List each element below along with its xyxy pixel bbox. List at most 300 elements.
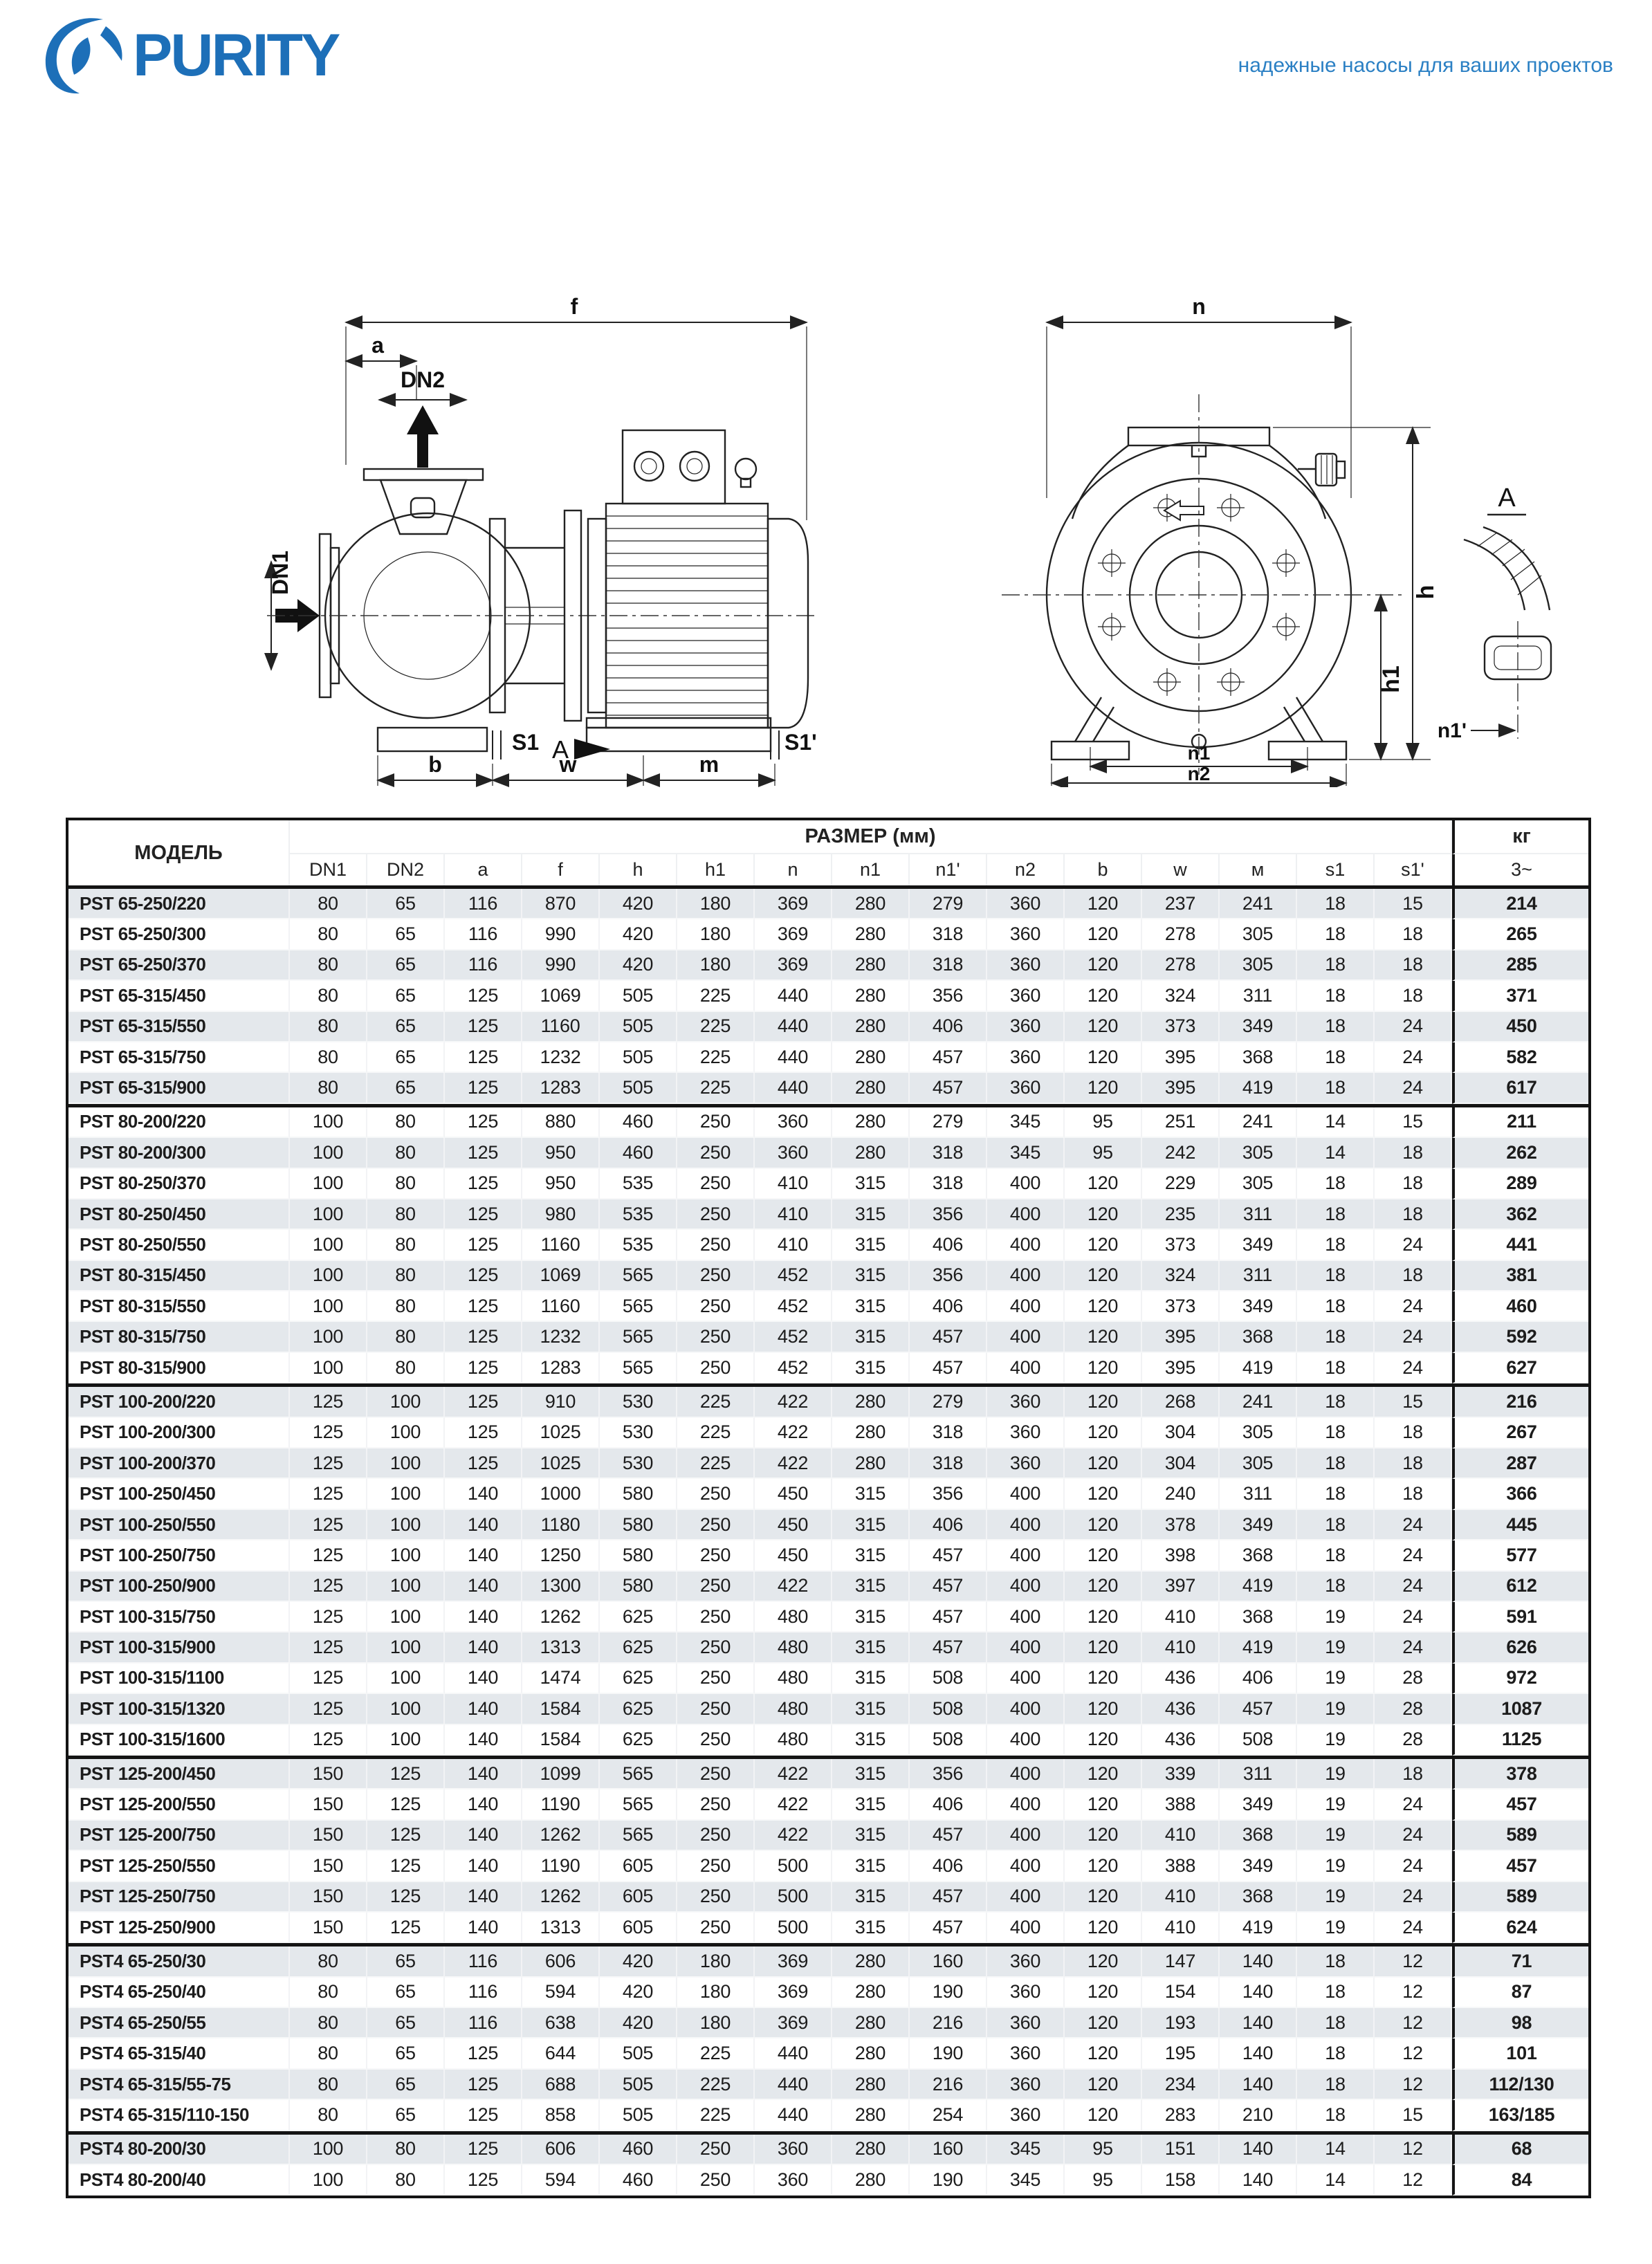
dimension-cell: 311 bbox=[1220, 1199, 1297, 1230]
dimension-cell: 419 bbox=[1220, 1353, 1297, 1383]
dimension-cell: 250 bbox=[677, 1479, 755, 1509]
dimension-cell: 508 bbox=[910, 1664, 987, 1694]
flow-out-arrow-icon bbox=[407, 405, 439, 468]
dimension-cell: 450 bbox=[755, 1540, 832, 1571]
dimension-cell: 125 bbox=[367, 1851, 445, 1881]
dimension-cell: 229 bbox=[1142, 1169, 1220, 1199]
dimension-cell: 120 bbox=[1065, 919, 1142, 950]
dimension-cell: 910 bbox=[522, 1387, 600, 1417]
dimension-cell: 15 bbox=[1375, 2100, 1452, 2130]
dimension-cell: 397 bbox=[1142, 1572, 1220, 1602]
model-cell: PST 80-200/300 bbox=[68, 1138, 290, 1168]
dimension-cell: 65 bbox=[367, 1978, 445, 2008]
dimension-cell: 100 bbox=[367, 1510, 445, 1540]
dimension-cell: 140 bbox=[1220, 2038, 1297, 2069]
model-cell: PST 80-315/550 bbox=[68, 1291, 290, 1322]
table-row bbox=[68, 1756, 1588, 1789]
dimension-cell: 508 bbox=[910, 1725, 987, 1756]
table-row bbox=[68, 1418, 1588, 1448]
dimension-cell: 280 bbox=[832, 981, 910, 1011]
dimension-cell: 625 bbox=[600, 1602, 677, 1632]
dimension-cell: 65 bbox=[367, 981, 445, 1011]
dimension-cell: 19 bbox=[1297, 1664, 1375, 1694]
dimension-cell: 80 bbox=[367, 1230, 445, 1260]
dimension-cell: 120 bbox=[1065, 1199, 1142, 1230]
dimension-cell: 18 bbox=[1375, 1759, 1452, 1789]
dimension-cell: 140 bbox=[445, 1913, 522, 1943]
dimension-cell: 400 bbox=[987, 1882, 1065, 1913]
dimension-cell: 100 bbox=[290, 1230, 367, 1260]
weight-cell: 87 bbox=[1452, 1978, 1588, 2008]
dimension-cell: 535 bbox=[600, 1169, 677, 1199]
dimension-cell: 116 bbox=[445, 1947, 522, 1977]
dimension-cell: 216 bbox=[910, 2070, 987, 2100]
dimension-cell: 280 bbox=[832, 1947, 910, 1977]
dimension-cell: 80 bbox=[367, 1107, 445, 1138]
dimension-cell: 990 bbox=[522, 950, 600, 981]
dimension-cell: 1232 bbox=[522, 1322, 600, 1352]
dimension-cell: 500 bbox=[755, 1882, 832, 1913]
dimension-cell: 24 bbox=[1375, 1913, 1452, 1943]
dimension-cell: 116 bbox=[445, 950, 522, 981]
dimension-cell: 80 bbox=[367, 1322, 445, 1352]
dimension-cell: 480 bbox=[755, 1602, 832, 1632]
dim-label-f: f bbox=[570, 294, 578, 319]
dimension-cell: 24 bbox=[1375, 1882, 1452, 1913]
dim-label-n1-prime: n1' bbox=[1437, 719, 1467, 742]
dimension-cell: 120 bbox=[1065, 1169, 1142, 1199]
dimension-cell: 140 bbox=[1220, 1947, 1297, 1977]
column-header: n1 bbox=[832, 854, 910, 885]
dimension-cell: 19 bbox=[1297, 1632, 1375, 1663]
model-cell: PST 100-250/550 bbox=[68, 1510, 290, 1540]
dimension-cell: 304 bbox=[1142, 1418, 1220, 1448]
model-cell: PST 80-315/450 bbox=[68, 1261, 290, 1291]
dimension-cell: 457 bbox=[910, 1632, 987, 1663]
dimension-cell: 250 bbox=[677, 1694, 755, 1724]
dimension-cell: 140 bbox=[445, 1851, 522, 1881]
dimension-cell: 250 bbox=[677, 1322, 755, 1352]
model-cell: PST 125-200/750 bbox=[68, 1821, 290, 1851]
dimension-cell: 100 bbox=[290, 1199, 367, 1230]
dimension-cell: 440 bbox=[755, 2070, 832, 2100]
column-header-weight-sub: 3~ bbox=[1452, 854, 1588, 885]
table-row bbox=[68, 1510, 1588, 1540]
dimension-cell: 360 bbox=[755, 2135, 832, 2165]
dimension-cell: 14 bbox=[1297, 2165, 1375, 2196]
dimension-cell: 125 bbox=[290, 1725, 367, 1756]
dimension-cell: 580 bbox=[600, 1540, 677, 1571]
dimension-cell: 406 bbox=[1220, 1664, 1297, 1694]
dimension-cell: 420 bbox=[600, 950, 677, 981]
dimension-cell: 80 bbox=[367, 2165, 445, 2196]
dimension-cell: 190 bbox=[910, 2038, 987, 2069]
dimension-cell: 80 bbox=[290, 1073, 367, 1103]
dim-label-w: w bbox=[559, 752, 577, 777]
dimension-cell: 349 bbox=[1220, 1789, 1297, 1820]
dimension-cell: 311 bbox=[1220, 1759, 1297, 1789]
dim-label-a: a bbox=[371, 333, 384, 358]
dimension-cell: 241 bbox=[1220, 1387, 1297, 1417]
weight-cell: 84 bbox=[1452, 2165, 1588, 2196]
dimension-cell: 311 bbox=[1220, 981, 1297, 1011]
dimension-cell: 1283 bbox=[522, 1353, 600, 1383]
dim-label-s1: S1 bbox=[512, 730, 540, 755]
table-row bbox=[68, 1602, 1588, 1632]
weight-cell: 214 bbox=[1452, 889, 1588, 919]
dimension-cell: 100 bbox=[290, 1322, 367, 1352]
dimension-cell: 125 bbox=[445, 1387, 522, 1417]
dimension-cell: 18 bbox=[1297, 981, 1375, 1011]
dimension-cell: 95 bbox=[1065, 2135, 1142, 2165]
dimension-cell: 147 bbox=[1142, 1947, 1220, 1977]
weight-cell: 1087 bbox=[1452, 1694, 1588, 1724]
dimension-cell: 125 bbox=[367, 1913, 445, 1943]
dim-label-h1: h1 bbox=[1378, 665, 1404, 693]
dimension-cell: 406 bbox=[910, 1510, 987, 1540]
dimension-cell: 65 bbox=[367, 2008, 445, 2038]
dimension-cell: 140 bbox=[445, 1664, 522, 1694]
table-row bbox=[68, 2038, 1588, 2069]
dimension-cell: 116 bbox=[445, 919, 522, 950]
dimension-cell: 250 bbox=[677, 1261, 755, 1291]
dimension-cell: 422 bbox=[755, 1759, 832, 1789]
dimension-cell: 190 bbox=[910, 2165, 987, 2196]
dimension-cell: 18 bbox=[1375, 1199, 1452, 1230]
dimension-cell: 120 bbox=[1065, 1230, 1142, 1260]
dimension-cell: 360 bbox=[987, 2070, 1065, 2100]
dimension-cell: 250 bbox=[677, 1821, 755, 1851]
dimension-cell: 457 bbox=[910, 1540, 987, 1571]
weight-cell: 265 bbox=[1452, 919, 1588, 950]
dimension-cell: 240 bbox=[1142, 1479, 1220, 1509]
dimension-cell: 318 bbox=[910, 1138, 987, 1168]
dimension-cell: 450 bbox=[755, 1479, 832, 1509]
dimension-cell: 460 bbox=[600, 2165, 677, 2196]
dimension-cell: 395 bbox=[1142, 1073, 1220, 1103]
column-header-weight: кг bbox=[1452, 820, 1588, 854]
dimension-cell: 125 bbox=[445, 1261, 522, 1291]
dimension-cell: 120 bbox=[1065, 1510, 1142, 1540]
dimension-cell: 360 bbox=[987, 1387, 1065, 1417]
dimension-cell: 858 bbox=[522, 2100, 600, 2130]
dimension-cell: 450 bbox=[755, 1510, 832, 1540]
dimension-cell: 1262 bbox=[522, 1602, 600, 1632]
dimension-cell: 120 bbox=[1065, 889, 1142, 919]
view-direction-label: A bbox=[551, 735, 569, 764]
dimension-cell: 410 bbox=[1142, 1913, 1220, 1943]
dimension-cell: 140 bbox=[1220, 2070, 1297, 2100]
dimension-cell: 14 bbox=[1297, 1138, 1375, 1168]
dimension-cell: 160 bbox=[910, 1947, 987, 1977]
dimension-cell: 80 bbox=[367, 1169, 445, 1199]
dimension-cell: 125 bbox=[445, 1199, 522, 1230]
dimension-cell: 318 bbox=[910, 950, 987, 981]
dimension-cell: 280 bbox=[832, 2070, 910, 2100]
dimension-cell: 18 bbox=[1297, 1261, 1375, 1291]
dimension-cell: 120 bbox=[1065, 1821, 1142, 1851]
weight-cell: 216 bbox=[1452, 1387, 1588, 1417]
dimension-cell: 18 bbox=[1297, 1230, 1375, 1260]
dimension-cell: 116 bbox=[445, 889, 522, 919]
dimension-cell: 420 bbox=[600, 1978, 677, 2008]
dimension-cell: 24 bbox=[1375, 1012, 1452, 1042]
weight-cell: 972 bbox=[1452, 1664, 1588, 1694]
dim-label-n2: n2 bbox=[1187, 763, 1211, 784]
dimension-cell: 125 bbox=[445, 2038, 522, 2069]
dimension-cell: 505 bbox=[600, 1073, 677, 1103]
dimension-cell: 225 bbox=[677, 1073, 755, 1103]
dimension-cell: 311 bbox=[1220, 1261, 1297, 1291]
table-row bbox=[68, 1913, 1588, 1943]
dimension-cell: 457 bbox=[910, 1882, 987, 1913]
dimension-cell: 241 bbox=[1220, 1107, 1297, 1138]
weight-cell: 617 bbox=[1452, 1073, 1588, 1103]
dimension-cell: 80 bbox=[367, 1291, 445, 1322]
dimension-cell: 125 bbox=[367, 1882, 445, 1913]
dimension-cell: 24 bbox=[1375, 1510, 1452, 1540]
dimension-cell: 345 bbox=[987, 1107, 1065, 1138]
dimension-cell: 440 bbox=[755, 1012, 832, 1042]
dimension-cell: 100 bbox=[290, 1138, 367, 1168]
weight-cell: 627 bbox=[1452, 1353, 1588, 1383]
dimension-cell: 140 bbox=[445, 1602, 522, 1632]
dimension-cell: 250 bbox=[677, 1199, 755, 1230]
model-cell: PST 80-315/900 bbox=[68, 1353, 290, 1383]
dimension-cell: 400 bbox=[987, 1725, 1065, 1756]
model-cell: PST 65-315/450 bbox=[68, 981, 290, 1011]
dimension-cell: 19 bbox=[1297, 1725, 1375, 1756]
dimension-cell: 305 bbox=[1220, 1448, 1297, 1479]
dimension-cell: 1025 bbox=[522, 1418, 600, 1448]
dimension-cell: 80 bbox=[367, 2135, 445, 2165]
dimension-cell: 480 bbox=[755, 1725, 832, 1756]
dimension-cell: 24 bbox=[1375, 1821, 1452, 1851]
dim-label-dn1: DN1 bbox=[268, 550, 293, 596]
dimension-cell: 250 bbox=[677, 1540, 755, 1571]
dimension-cell: 315 bbox=[832, 1694, 910, 1724]
table-row bbox=[68, 1104, 1588, 1138]
dimension-cell: 400 bbox=[987, 1664, 1065, 1694]
dimension-cell: 100 bbox=[290, 1353, 367, 1383]
dimension-cell: 279 bbox=[910, 889, 987, 919]
column-header: n2 bbox=[987, 854, 1065, 885]
dimension-cell: 420 bbox=[600, 1947, 677, 1977]
section-hatching bbox=[1478, 533, 1541, 595]
dimension-cell: 12 bbox=[1375, 1947, 1452, 1977]
dimension-cell: 18 bbox=[1297, 1418, 1375, 1448]
dimension-cell: 1283 bbox=[522, 1073, 600, 1103]
dimension-cell: 369 bbox=[755, 919, 832, 950]
dimension-cell: 565 bbox=[600, 1261, 677, 1291]
table-row bbox=[68, 1199, 1588, 1230]
dimension-cell: 120 bbox=[1065, 1322, 1142, 1352]
dimension-cell: 125 bbox=[367, 1789, 445, 1820]
dimension-cell: 180 bbox=[677, 919, 755, 950]
dimension-cell: 19 bbox=[1297, 1694, 1375, 1724]
dimension-cell: 349 bbox=[1220, 1230, 1297, 1260]
dimension-cell: 19 bbox=[1297, 1789, 1375, 1820]
dimension-cell: 241 bbox=[1220, 889, 1297, 919]
dimension-cell: 460 bbox=[600, 1138, 677, 1168]
dimension-cell: 452 bbox=[755, 1353, 832, 1383]
dimension-cell: 360 bbox=[987, 1418, 1065, 1448]
dimension-cell: 420 bbox=[600, 2008, 677, 2038]
dimension-cell: 250 bbox=[677, 1882, 755, 1913]
dimension-cell: 360 bbox=[987, 1448, 1065, 1479]
dimension-cell: 120 bbox=[1065, 1448, 1142, 1479]
dimension-cell: 125 bbox=[290, 1418, 367, 1448]
dimension-cell: 565 bbox=[600, 1291, 677, 1322]
dimension-cell: 594 bbox=[522, 1978, 600, 2008]
dimension-cell: 100 bbox=[290, 2135, 367, 2165]
table-row bbox=[68, 1882, 1588, 1913]
dimension-cell: 100 bbox=[367, 1418, 445, 1448]
dimension-cell: 216 bbox=[910, 2008, 987, 2038]
dimension-cell: 345 bbox=[987, 1138, 1065, 1168]
dimension-cell: 95 bbox=[1065, 1107, 1142, 1138]
table-row bbox=[68, 1943, 1588, 1977]
dimension-cell: 250 bbox=[677, 1725, 755, 1756]
dimension-cell: 1584 bbox=[522, 1725, 600, 1756]
dimension-cell: 28 bbox=[1375, 1664, 1452, 1694]
dimension-cell: 125 bbox=[445, 2135, 522, 2165]
table-row bbox=[68, 1540, 1588, 1571]
dimension-cell: 400 bbox=[987, 1322, 1065, 1352]
dimension-cell: 625 bbox=[600, 1694, 677, 1724]
model-cell: PST 125-250/750 bbox=[68, 1882, 290, 1913]
weight-cell: 163/185 bbox=[1452, 2100, 1588, 2130]
dimension-cell: 378 bbox=[1142, 1510, 1220, 1540]
dimension-cell: 65 bbox=[367, 889, 445, 919]
dimension-cell: 65 bbox=[367, 1042, 445, 1073]
dimension-cell: 400 bbox=[987, 1759, 1065, 1789]
dimension-cell: 120 bbox=[1065, 1012, 1142, 1042]
dimension-cell: 150 bbox=[290, 1821, 367, 1851]
dimension-cell: 80 bbox=[367, 1138, 445, 1168]
dimension-cell: 508 bbox=[1220, 1725, 1297, 1756]
model-cell: PST 100-315/1100 bbox=[68, 1664, 290, 1694]
dimension-cell: 28 bbox=[1375, 1694, 1452, 1724]
pump-side-view-drawing bbox=[261, 291, 823, 787]
dimension-cell: 120 bbox=[1065, 1353, 1142, 1383]
dimension-cell: 18 bbox=[1297, 2008, 1375, 2038]
dimension-cell: 140 bbox=[445, 1821, 522, 1851]
table-row bbox=[68, 1353, 1588, 1383]
dimension-cell: 24 bbox=[1375, 1851, 1452, 1881]
table-row bbox=[68, 981, 1588, 1011]
dimension-cell: 406 bbox=[910, 1230, 987, 1260]
column-header-model: МОДЕЛЬ bbox=[68, 820, 290, 885]
dimension-cell: 315 bbox=[832, 1632, 910, 1663]
dimension-cell: 420 bbox=[600, 919, 677, 950]
dimension-cell: 100 bbox=[367, 1725, 445, 1756]
dimension-cell: 457 bbox=[910, 1602, 987, 1632]
dimension-cell: 279 bbox=[910, 1107, 987, 1138]
dimension-cell: 280 bbox=[832, 1418, 910, 1448]
dimension-cell: 180 bbox=[677, 1947, 755, 1977]
dimension-cell: 80 bbox=[290, 2008, 367, 2038]
table-row bbox=[68, 1138, 1588, 1168]
dimension-cell: 18 bbox=[1297, 1540, 1375, 1571]
dimension-cell: 1313 bbox=[522, 1913, 600, 1943]
model-cell: PST 65-315/550 bbox=[68, 1012, 290, 1042]
dimension-cell: 1025 bbox=[522, 1448, 600, 1479]
dimension-cell: 280 bbox=[832, 1138, 910, 1168]
dimension-cell: 419 bbox=[1220, 1572, 1297, 1602]
dimension-cell: 400 bbox=[987, 1230, 1065, 1260]
dimension-cell: 80 bbox=[290, 2038, 367, 2069]
table-row bbox=[68, 2070, 1588, 2100]
table-row bbox=[68, 1012, 1588, 1042]
weight-cell: 112/130 bbox=[1452, 2070, 1588, 2100]
model-cell: PST 100-250/750 bbox=[68, 1540, 290, 1571]
dimension-cell: 125 bbox=[445, 1353, 522, 1383]
dimension-cell: 125 bbox=[445, 1107, 522, 1138]
dimension-cell: 638 bbox=[522, 2008, 600, 2038]
dimension-cell: 120 bbox=[1065, 1947, 1142, 1977]
dimension-cell: 18 bbox=[1375, 1169, 1452, 1199]
dimension-cell: 315 bbox=[832, 1230, 910, 1260]
dimension-cell: 1190 bbox=[522, 1789, 600, 1820]
dimension-cell: 65 bbox=[367, 950, 445, 981]
dimension-cell: 80 bbox=[290, 919, 367, 950]
dimension-cell: 368 bbox=[1220, 1322, 1297, 1352]
dimension-cell: 15 bbox=[1375, 1107, 1452, 1138]
flow-arrow-icon bbox=[1164, 501, 1204, 520]
dimension-cell: 1160 bbox=[522, 1230, 600, 1260]
dimension-cell: 1262 bbox=[522, 1882, 600, 1913]
dimension-cell: 250 bbox=[677, 1913, 755, 1943]
dimension-cell: 150 bbox=[290, 1759, 367, 1789]
dimension-cell: 580 bbox=[600, 1572, 677, 1602]
dimension-cell: 315 bbox=[832, 1725, 910, 1756]
model-cell: PST 80-250/370 bbox=[68, 1169, 290, 1199]
dimension-cell: 18 bbox=[1375, 1138, 1452, 1168]
view-direction-arrow-icon bbox=[574, 739, 610, 760]
dimension-cell: 1300 bbox=[522, 1572, 600, 1602]
dimension-cell: 65 bbox=[367, 1012, 445, 1042]
dimension-cell: 225 bbox=[677, 1448, 755, 1479]
dimension-cell: 580 bbox=[600, 1510, 677, 1540]
dimension-cell: 235 bbox=[1142, 1199, 1220, 1230]
dimension-cell: 368 bbox=[1220, 1042, 1297, 1073]
dimension-cell: 318 bbox=[910, 919, 987, 950]
dimension-cell: 318 bbox=[910, 1448, 987, 1479]
dimension-cell: 1250 bbox=[522, 1540, 600, 1571]
dimension-cell: 12 bbox=[1375, 2038, 1452, 2069]
dimension-cell: 250 bbox=[677, 1572, 755, 1602]
dimension-cell: 644 bbox=[522, 2038, 600, 2069]
dimension-cell: 120 bbox=[1065, 1694, 1142, 1724]
table-row bbox=[68, 1821, 1588, 1851]
dimension-cell: 950 bbox=[522, 1138, 600, 1168]
dimension-cell: 116 bbox=[445, 1978, 522, 2008]
dimension-cell: 120 bbox=[1065, 1540, 1142, 1571]
dimension-cell: 406 bbox=[910, 1012, 987, 1042]
model-cell: PST4 65-315/110-150 bbox=[68, 2100, 290, 2130]
weight-cell: 267 bbox=[1452, 1418, 1588, 1448]
dimension-cell: 565 bbox=[600, 1789, 677, 1820]
dimension-cell: 360 bbox=[987, 981, 1065, 1011]
dimension-cell: 19 bbox=[1297, 1821, 1375, 1851]
dimension-cell: 505 bbox=[600, 2038, 677, 2069]
model-cell: PST 65-250/370 bbox=[68, 950, 290, 981]
table-row bbox=[68, 919, 1588, 950]
dimension-cell: 420 bbox=[600, 889, 677, 919]
dimension-cell: 18 bbox=[1297, 2100, 1375, 2130]
dimension-cell: 120 bbox=[1065, 1387, 1142, 1417]
